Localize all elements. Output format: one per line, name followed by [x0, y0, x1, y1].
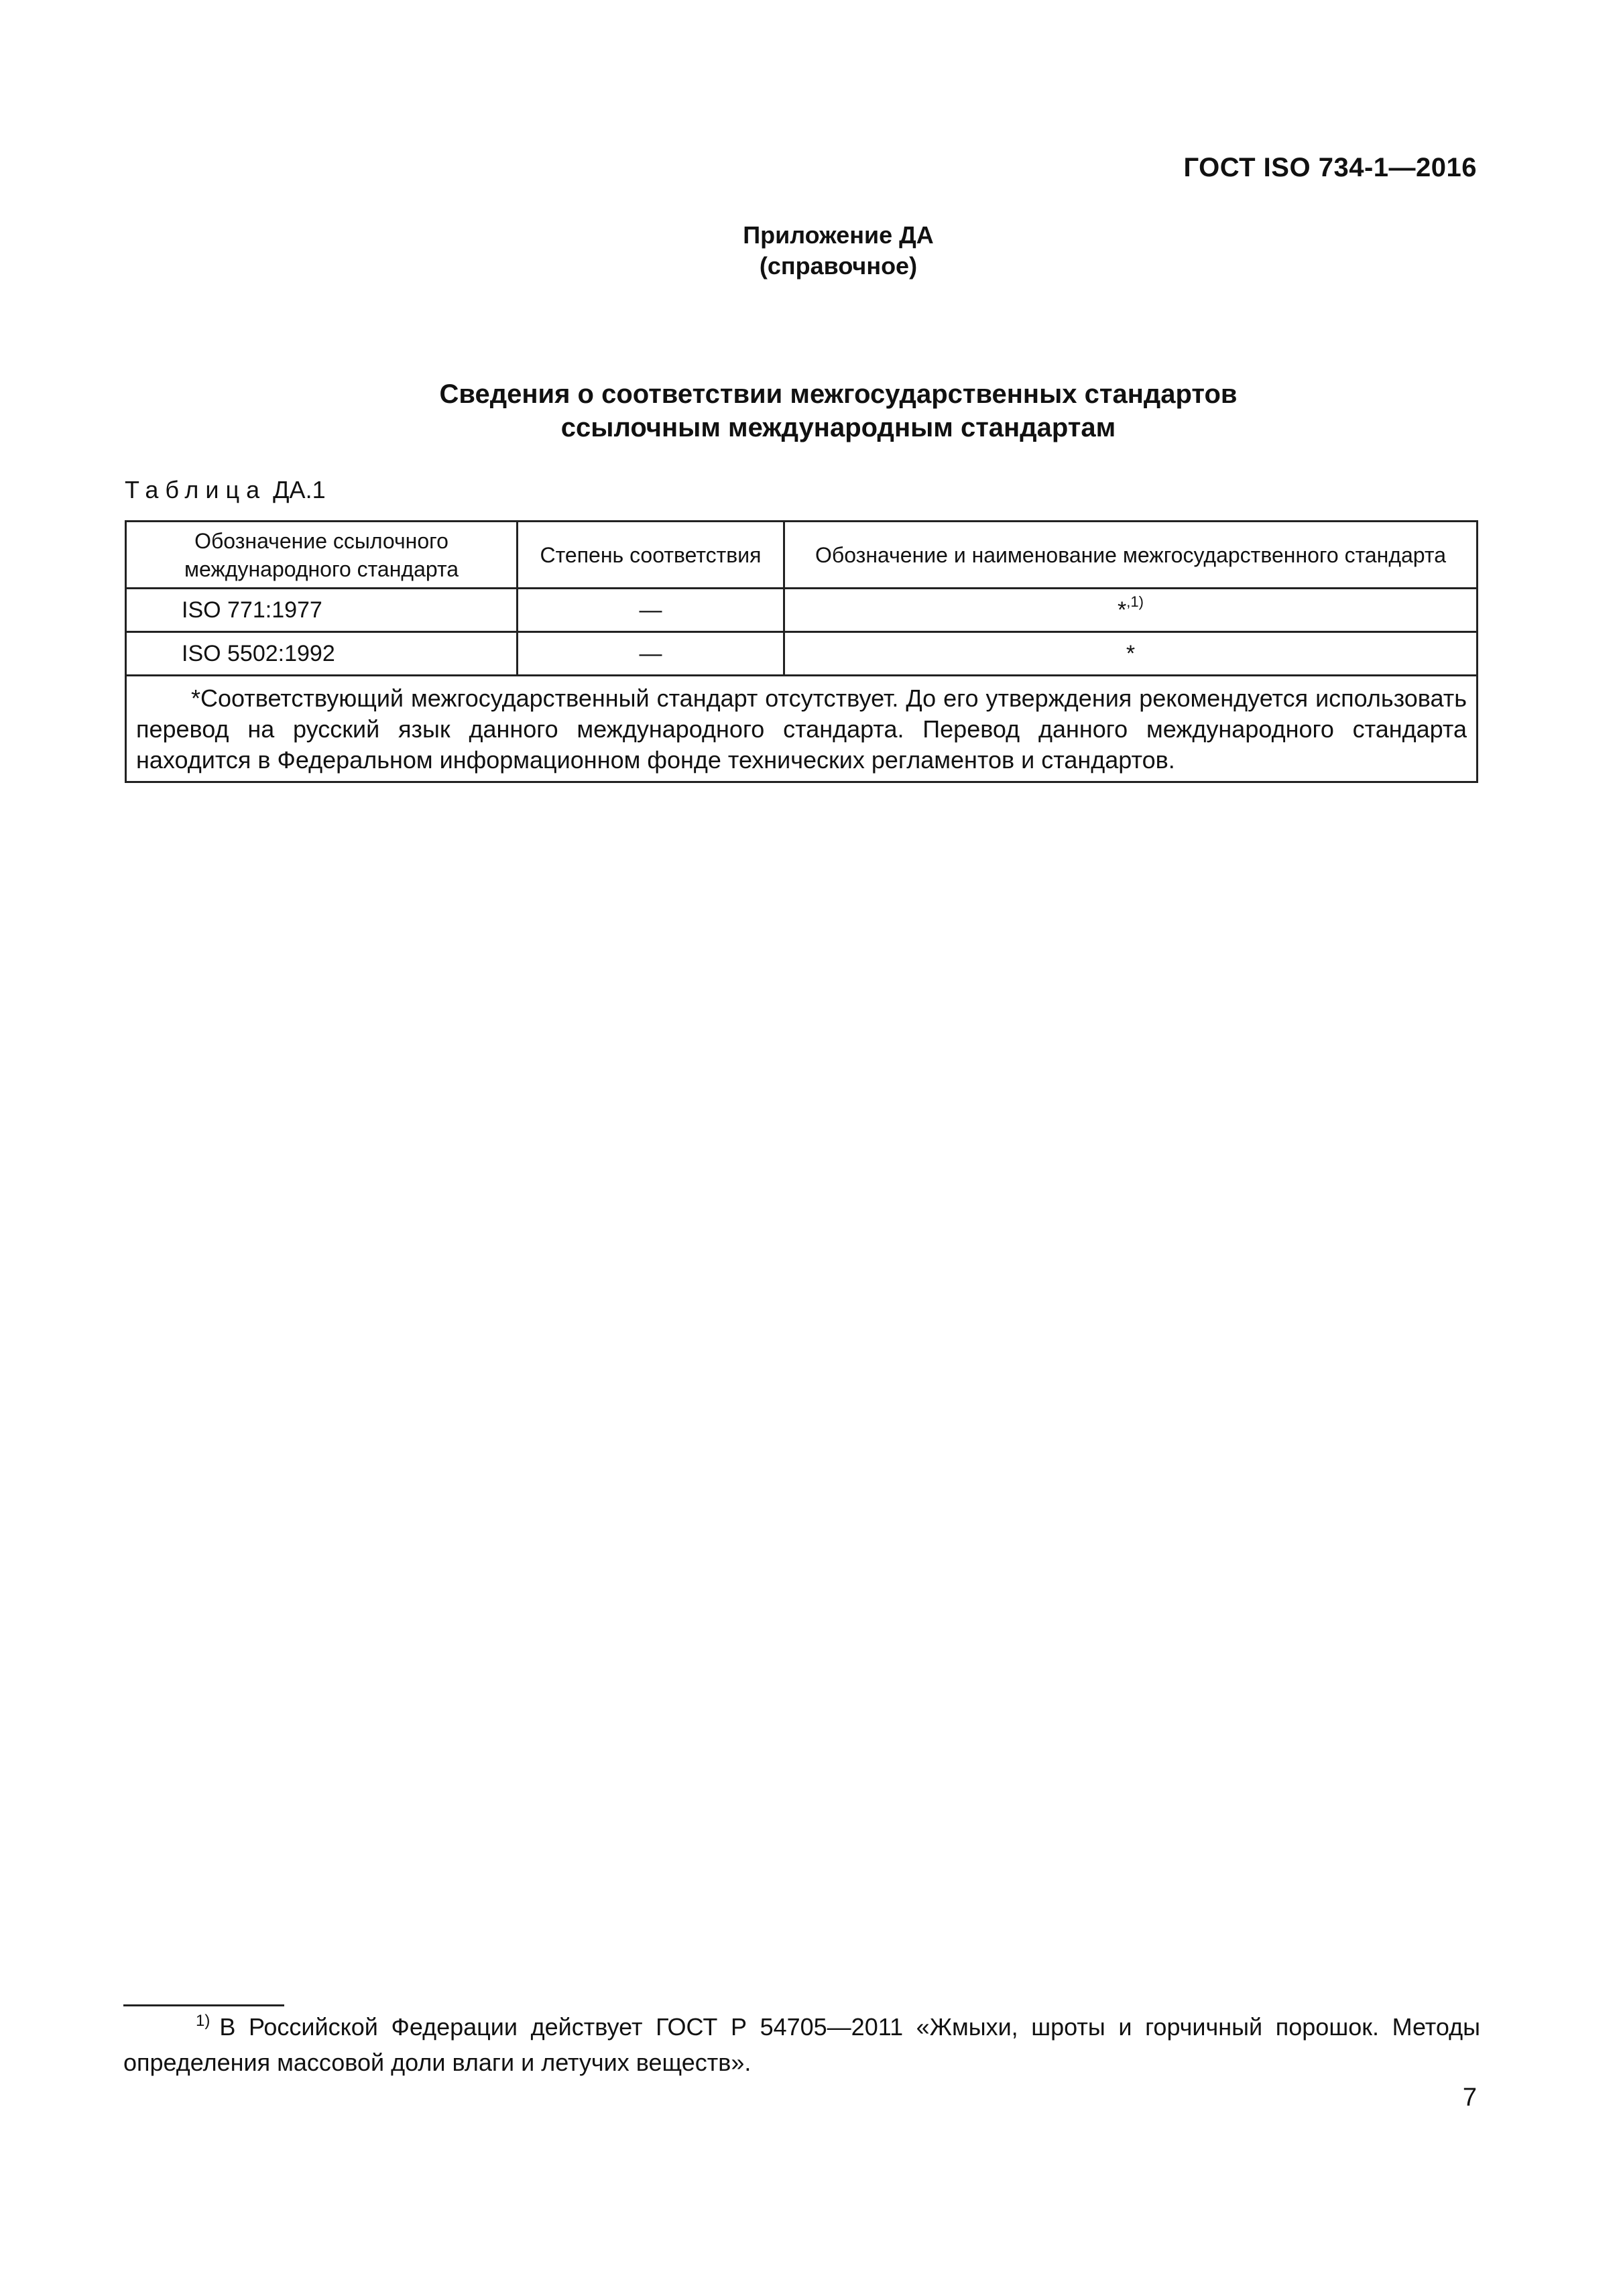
table-caption-word: Таблица: [125, 476, 267, 503]
asterisk-mark: *: [1118, 597, 1127, 623]
cell-degree: —: [518, 632, 784, 676]
footnote-text: В Российской Федерации действует ГОСТ Р 54705—2011 «Жмыхи, шроты и горчичный порошок. Методы определения массовой доли влаги и летучих веществ».: [123, 2013, 1480, 2076]
appendix-kind: (справочное): [759, 252, 918, 280]
table-note-text: *Соответствующий межгосударственный стандарт отсутствует. До его утверждения рекомендуется использовать перевод на русский язык данного международного стандарта. Перевод данного международного стандарта находится в Федеральном информационном фонде технических регламентов и стандартов.: [136, 684, 1467, 774]
asterisk-mark: *: [1126, 640, 1136, 666]
page-number: 7: [1462, 2083, 1477, 2112]
appendix-heading: [0, 220, 1623, 282]
table-caption: [125, 476, 326, 504]
document-code: ГОСТ ISO 734-1—2016: [1183, 153, 1477, 182]
cell-interstate: [784, 632, 1478, 676]
correspondence-table: [125, 520, 1478, 783]
cell-interstate: [784, 589, 1478, 632]
table-row: [126, 632, 1478, 676]
section-title: [0, 377, 1623, 444]
footnote: [123, 2011, 1480, 2079]
footnote-separator: [123, 2004, 284, 2006]
table-caption-number: ДА.1: [273, 476, 326, 503]
header-degree-of-conformity: Степень соответствия: [518, 522, 784, 589]
header-international-standard: Обозначение ссылочного международного стандарта: [126, 522, 518, 589]
cell-international-code: ISO 5502:1992: [126, 632, 518, 676]
table-note-row: [126, 676, 1478, 782]
section-title-line-2: ссылочным международным стандартам: [560, 413, 1116, 442]
appendix-title: Приложение ДА: [743, 221, 934, 249]
footnote-mark: 1): [196, 2012, 211, 2030]
table-row: [126, 589, 1478, 632]
table-header-row: [126, 522, 1478, 589]
footnote-reference: ,1): [1126, 593, 1144, 610]
section-title-line-1: Сведения о соответствии межгосударственных стандартов: [439, 379, 1238, 409]
cell-degree: —: [518, 589, 784, 632]
cell-international-code: ISO 771:1977: [126, 589, 518, 632]
table-note: [126, 676, 1478, 782]
header-interstate-standard: Обозначение и наименование межгосударственного стандарта: [784, 522, 1478, 589]
